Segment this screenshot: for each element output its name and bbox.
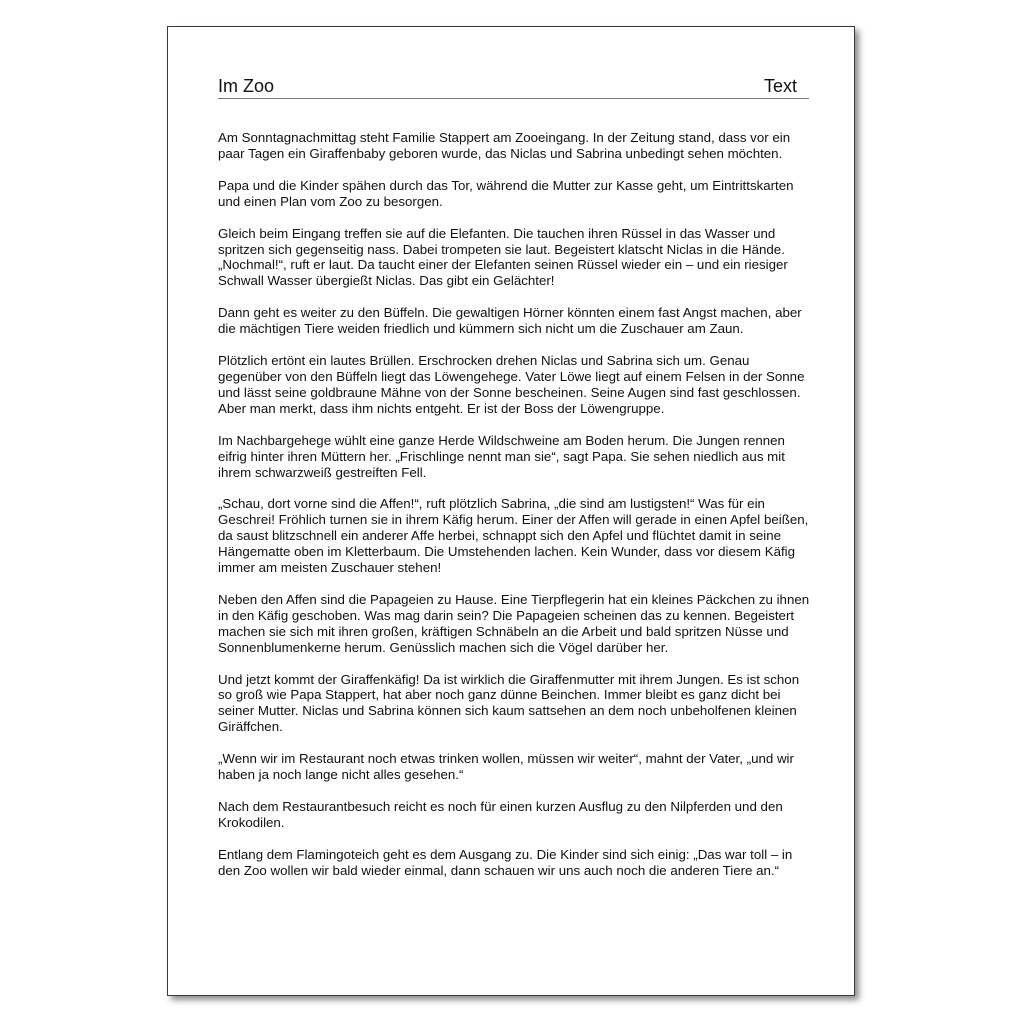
paragraph: Und jetzt kommt der Giraffenkäfig! Da ist wirklich die Giraffenmutter mit ihrem Jungen. Es ist schon so groß wie Papa Stappert, hat aber noch ganz dünne Beinchen. Immer bleibt es ganz dicht bei seiner Mutter. Niclas und Sabrina können sich kaum sattsehen an dem noch unbeholfenen kleinen Giräffchen. bbox=[218, 671, 800, 735]
paragraph: Neben den Affen sind die Papageien zu Hause. Eine Tierpflegerin hat ein kleines Päckchen zu ihnen in den Käfig geschoben. Was mag darin sein? Die Papageien scheinen das zu kennen. Begeistert machen sie sich mit ihren großen, kräftigen Schnäbeln an die Arbeit und bald spritzen Nüsse und Sonnenblumenkerne herum. Genüsslich machen sich die Vögel darüber her. bbox=[218, 591, 810, 655]
paragraph: „Wenn wir im Restaurant noch etwas trinken wollen, müssen wir weiter“, mahnt der Vater, „und wir haben ja noch lange nicht alles gesehen.“ bbox=[218, 751, 794, 783]
paragraph: Plötzlich ertönt ein lautes Brüllen. Erschrocken drehen Niclas und Sabrina sich um. Genau gegenüber von den Büffeln liegt das Löwengehege. Vater Löwe liegt auf einem Felsen in der Sonne und lässt seine goldbraune Mähne von der Sonne bescheinen. Seine Augen sind fast geschlossen. Aber man merkt, dass ihm nichts entgeht. Er ist der Boss der Löwengruppe. bbox=[218, 353, 805, 416]
paragraph: Dann geht es weiter zu den Büffeln. Die gewaltigen Hörner könnten einem fast Angst machen, aber die mächtigen Tiere weiden friedlich und kümmern sich nicht um die Zuschauer am Zaun. bbox=[218, 305, 802, 337]
document-title: Im Zoo bbox=[218, 76, 275, 96]
page-header bbox=[218, 76, 809, 99]
paragraph: Nach dem Restaurantbesuch reicht es noch für einen kurzen Ausflug zu den Nilpferden und den Krokodilen. bbox=[218, 799, 783, 830]
paragraph: Am Sonntagnachmittag steht Familie Stappert am Zooeingang. In der Zeitung stand, dass vor ein paar Tagen ein Giraffenbaby geboren wurde, das Niclas und Sabrina unbedingt sehen möchten. bbox=[218, 130, 791, 161]
section-label: Text bbox=[763, 76, 797, 96]
paragraph: Papa und die Kinder spähen durch das Tor, während die Mutter zur Kasse geht, um Eintrittskarten und einen Plan vom Zoo zu besorgen. bbox=[218, 177, 794, 209]
document-body bbox=[218, 130, 813, 895]
document-page bbox=[167, 26, 855, 996]
paragraph: Im Nachbargehege wühlt eine ganze Herde Wildschweine am Boden herum. Die Jungen rennen eifrig hinter ihren Müttern her. „Frischlinge nennt man sie“, sagt Papa. Sie sehen niedlich aus mit ihrem schwarzweiß gestreiften Fell. bbox=[218, 432, 785, 480]
paragraph: Entlang dem Flamingoteich geht es dem Ausgang zu. Die Kinder sind sich einig: „Das war toll – in den Zoo wollen wir bald wieder einmal, dann schauen wir uns auch noch die anderen Tiere an.“ bbox=[218, 846, 793, 878]
paragraph: „Schau, dort vorne sind die Affen!“, ruft plötzlich Sabrina, „die sind am lustigsten!“ Was für ein Geschrei! Fröhlich turnen sie in ihrem Käfig herum. Einer der Affen will gerade in einen Apfel beißen, da saust blitzschnell ein anderer Affe herbei, schnappt sich den Apfel und flüchtet damit in seine Hängematte oben im Kletterbaum. Die Umstehenden lachen. Kein Wunder, dass vor diesem Käfig immer am meisten Zuschauer stehen! bbox=[218, 496, 809, 576]
paragraph: Gleich beim Eingang treffen sie auf die Elefanten. Die tauchen ihren Rüssel in das Wasser und spritzen sich gegenseitig nass. Dabei trompeten sie laut. Begeistert klatscht Niclas in die Hände. „Nochmal!“, ruft er laut. Da taucht einer der Elefanten seinen Rüssel wieder ein – und ein riesiger Schwall Wasser übergießt Niclas. Das gibt ein Gelächter! bbox=[218, 225, 788, 289]
